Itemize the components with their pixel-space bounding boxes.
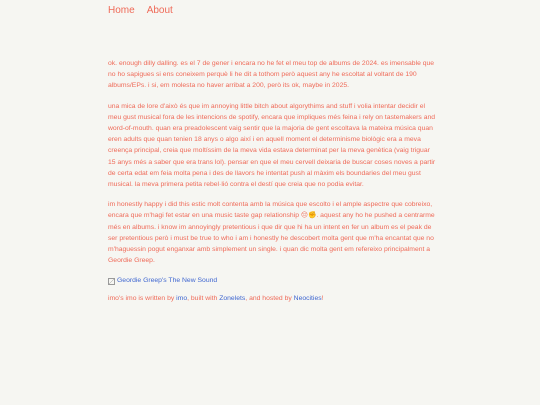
top-navigation [108,5,173,17]
footer-zonelets-link[interactable]: Zonelets [219,294,246,302]
nav-about-link[interactable]: About [146,5,173,16]
broken-album-image[interactable] [108,275,217,286]
post-paragraph-2: una mica de lore d'això és que im annoying little bitch about algorythims and stuff i volia intentar decidir el meu gust musical fora de les intencions de spotify, encara que impliques més feina i rely on tastemakers and word-of-mouth. quan era preadolescent vaig sentir que la majoria de gent escoltava la mateixa música quan eren adults que quan tenien 18 anys o algo així i en aquell moment el determinisme biològic era a meva creença principal, creia que moltíssim de la meva vida estava determinat per la meva genètica (vaig triguar 15 anys més a saber que era trans lol). pensar en que el meu cervell deixaria de buscar coses noves a partir de certa edat em feia molta pena i des de llavors he intentat push al màxim els boundaries del meu gust musical. la meva primera petita rebel·lió contra el destí que creia que no podia evitar. [108,102,436,189]
footer-author-link[interactable]: imo [176,294,188,302]
post-content [108,58,436,313]
footer-prefix: imo's imo is written by [108,294,177,302]
footer-suffix: ! [321,294,324,302]
post-paragraph-3: im honestly happy i did this estic molt contenta amb la música que escolto i el ample aspectre que cobreixo, encara que m'hagi fet estar en una music taste gap relationship 😔✊. aquest any ho he pushed a centrarme més en albums. i know im annoyingly pretentious i que dir que hi ha un intent en fer un album es el peak de ser pretentious però i must be true to who i am i honestly he descobert molta gent que m'ha encantat que no m'haguessin pogut enganxar amb simplement un single. i quan dic molta gent em refereixo principalment a Geordie Greep. [108,201,435,265]
footer-neocities-link[interactable]: Neocities [293,294,322,302]
site-footer [108,293,436,304]
post-paragraph-1: ok. enough dilly dalling. es el 7 de gener i encara no he fet el meu top de albums de 2024. es imensable que no ho sapigues si ens coneixem perquè li he dit a tothom però aquest any he escoltat al voltant de 190 albums/EPs. i si, em molesta no haver arribat a 200, però its ok, maybe in 2025. [108,60,435,90]
nav-home-link[interactable]: Home [108,5,135,16]
footer-mid-2: , and hosted by [245,294,294,302]
footer-mid-1: , built with [187,294,220,302]
broken-image-icon [108,278,115,285]
image-alt-text: Geordie Greep's The New Sound [117,277,218,285]
